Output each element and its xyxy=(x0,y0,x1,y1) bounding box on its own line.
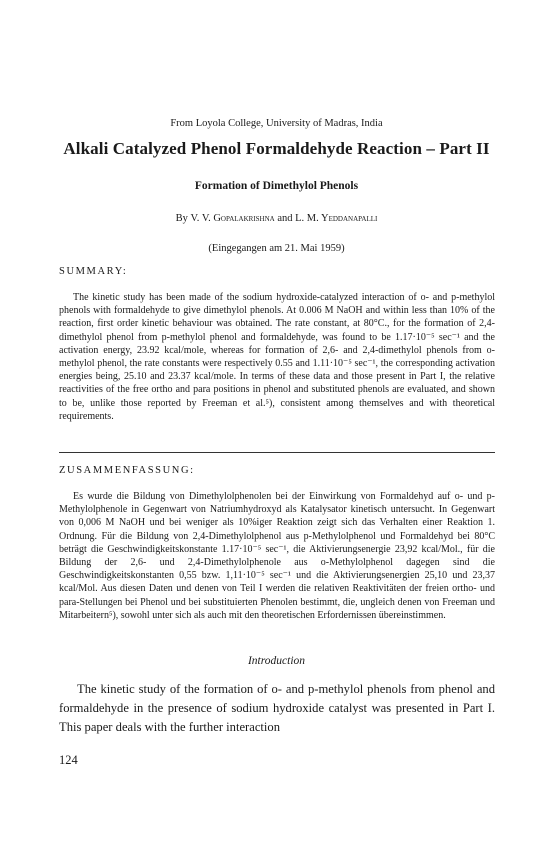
divider xyxy=(59,452,495,453)
author-line xyxy=(0,213,553,224)
by-word: By xyxy=(175,213,188,224)
and-word: and xyxy=(277,213,293,224)
affiliation: From Loyola College, University of Madras, India xyxy=(170,118,383,129)
author-1: V. V. Gopalakrishna xyxy=(190,213,275,224)
paper-subtitle: Formation of Dimethylol Phenols xyxy=(194,180,359,192)
introduction-text: The kinetic study of the formation of o- and p-methylol phenols from phenol and formaldehyde in the presence of sodium hydroxide catalyst was presented in Part I. This paper deals with the further interaction xyxy=(59,682,495,734)
page-number: 124 xyxy=(59,753,78,767)
author-2: L. M. Yeddanapalli xyxy=(295,213,378,224)
received-date: (Eingegangen am 21. Mai 1959) xyxy=(208,243,345,254)
paper-title: Alkali Catalyzed Phenol Formaldehyde Reaction – Part II xyxy=(63,139,490,158)
zusammenfassung-heading: ZUSAMMENFASSUNG: xyxy=(59,465,195,476)
summary-text: The kinetic study has been made of the sodium hydroxide-catalyzed interaction of o- and p-methylol phenols with formaldehyde to give dimethylol phenols. At 0.006 M NaOH and within less than 10% of the reaction, first order kinetic behaviour was obtained. The rate constant, at 80°C., for the formation of 2,4-dimethylol phenol from p-methylol phenol and formaldehyde, was found to be 1.17·10⁻⁵ sec⁻¹ and the activation energy, 23.92 kcal/mole, whereas for formation of 2,6- and 2,4-dimethylol phenols from o-methylol phenol, the rate constants were respectively 0.55 and 1.11·10⁻⁵ sec⁻¹, the corresponding activation energies being, 25.10 and 23.37 kcal/mole. In terms of these data and those present in Part I, the relative reactivities of the free ortho and para positions in phenol and substituted phenols are evaluated, and shown to be, unlike those reported by Freeman et al.⁵), consistent among themselves and with theoretical requirements. xyxy=(59,292,495,422)
summary-heading: SUMMARY: xyxy=(59,266,128,277)
zusammenfassung-text: Es wurde die Bildung von Dimethylolphenolen bei der Einwirkung von Formaldehyd auf o- und p-Methylolphenole in Gegenwart von Natriumhydroxyd als Katalysator kinetisch untersucht. In Gegenwart von 0,006 M NaOH und bei weniger als 10%iger Reaktion zeigt sich das Verhalten einer Reaktion 1. Ordnung. Für die Bildung von 2,4-Dimethylolphenol aus p-Methylolphenol und Formaldehyd bei 80°C beträgt die Geschwindigkeitskonstante 1.17·10⁻⁵ sec⁻¹, die Aktivierungsenergie 23,92 kcal/Mol., für die Bildung der 2,6- und 2,4-Dimethylolphenole aus o-Methylolphenol dagegen sind die Geschwindigkeitskonstanten 0,55 bzw. 1,11·10⁻⁵ sec⁻¹ und die Aktivierungsenergien 25,10 und 23,37 kcal/Mol. Aus diesen Daten und denen von Teil I werden die relativen Reaktivitäten der freien ortho- und para-Stellungen bei Phenol und bei substituierten Phenolen bestimmt, die, ungleich denen von Freeman und Mitarbeitern⁵), sowohl unter sich als auch mit den theoretischen Erfordernissen übereinstimmen. xyxy=(59,491,495,621)
introduction-heading: Introduction xyxy=(247,655,306,667)
